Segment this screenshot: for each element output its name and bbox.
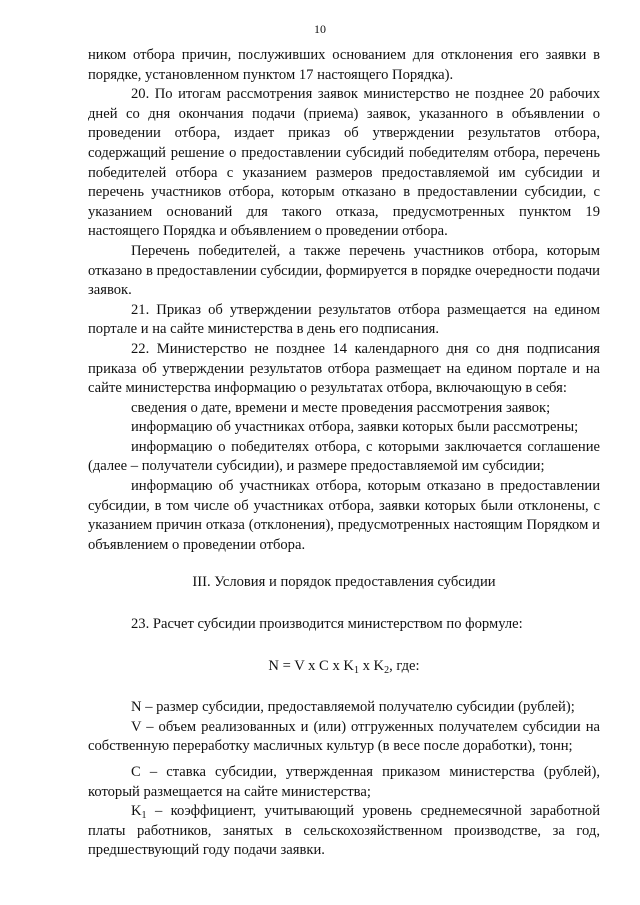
definition-c: С – ставка субсидии, утвержденная приказом министерства (рублей), который размещается на сайте министерства;: [88, 764, 600, 800]
formula-sub-1: 1: [353, 664, 359, 676]
subsidy-formula: [88, 657, 600, 677]
list-item-participants-info: информацию об участниках отбора, заявки которых были рассмотрены;: [131, 419, 579, 436]
formula-lhs: N = V x C x K: [268, 657, 354, 674]
list-item-rejected-info: информацию об участниках отбора, которым отказано в предоставлении субсидии, в том числе об участниках отбора, заявки которых были отклонены, с указанием причин отказа (отклонения), предусмотренных настоящим Порядком и объявлением о проведении отбора.: [88, 478, 600, 553]
formula-mid: x K: [358, 657, 385, 674]
paragraph-winners-list: Перечень победителей, а также перечень участников отбора, которым отказано в предоставлении субсидии, формируется в порядке очередности подачи заявок.: [88, 242, 600, 299]
formula-tail: , где:: [389, 657, 420, 674]
paragraph-20: 20. По итогам рассмотрения заявок министерство не позднее 20 рабочих дней со дня окончания подачи (приема) заявок, указанного в объявлении о проведении отбора, издает приказ об утверждении результатов отбора, содержащий решение о предоставлении субсидий победителям отбора, перечень победителей отбора с указанием размеров предоставляемой им субсидии и перечень участников отбора, которым отказано в предоставлении субсидии, с указанием оснований для такого отказа, предусмотренных пунктом 19 настоящего Порядка и объявлением о проведении отбора.: [88, 86, 600, 240]
k1-text: – коэффициент, учитывающий уровень среднемесячной заработной платы работников, занятых в сельскохозяйственном производстве, за год, предшествующий году подачи заявки.: [88, 803, 600, 859]
formula-sub-2: 2: [384, 664, 390, 676]
paragraph-21: 21. Приказ об утверждении результатов отбора размещается на едином портале и на сайте министерства в день его подписания.: [88, 301, 600, 338]
page-number: 10: [314, 22, 326, 36]
definition-k1: [88, 802, 600, 861]
paragraph-22: 22. Министерство не позднее 14 календарного дня со дня подписания приказа об утверждении результатов отбора размещает на едином портале и на сайте министерства информацию о результатах отбора, включающую в себя:: [88, 340, 600, 397]
k1-symbol: K: [131, 803, 142, 820]
k1-subscript: 1: [141, 810, 147, 822]
definition-n: N – размер субсидии, предоставляемой получателю субсидии (рублей);: [131, 699, 575, 716]
paragraph-continuation: ником отбора причин, послуживших основанием для отклонения его заявки в порядке, установленном пунктом 17 настоящего Порядка).: [88, 47, 600, 83]
list-item-winners-info: информацию о победителях отбора, с которыми заключается соглашение (далее – получатели субсидии), и размере предоставляемой им субсидии;: [88, 438, 600, 475]
paragraph-23: 23. Расчет субсидии производится министерством по формуле:: [131, 616, 523, 633]
list-item-review-info: сведения о дате, времени и месте проведения рассмотрения заявок;: [131, 399, 551, 416]
section-heading: III. Условия и порядок предоставления субсидии: [192, 574, 496, 591]
definition-v: V – объем реализованных и (или) отгруженных получателем субсидии на собственную переработку масличных культур (в весе после доработки), тонн;: [88, 718, 600, 755]
page-content: [88, 46, 600, 861]
